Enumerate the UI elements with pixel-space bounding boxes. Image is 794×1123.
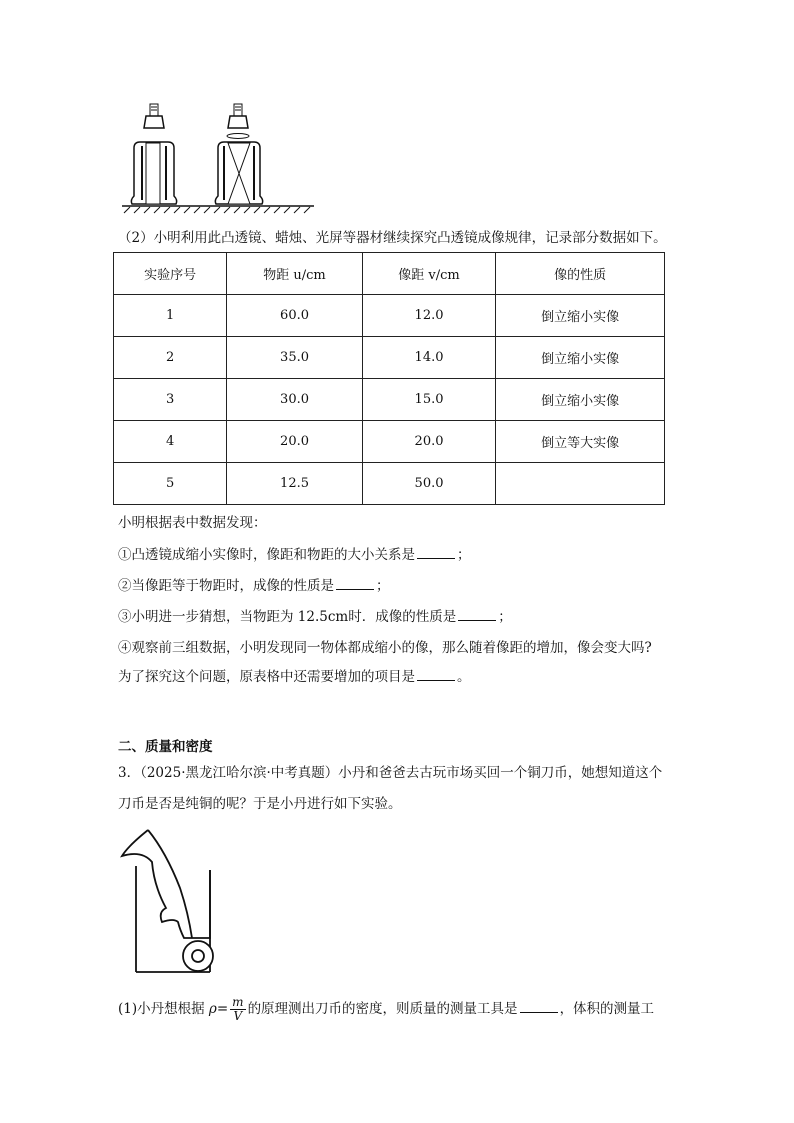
table-header-row: [114, 253, 665, 295]
section-title: 二、质量和密度: [118, 739, 213, 755]
cell: 倒立缩小实像: [496, 295, 665, 337]
item-1: ①凸透镜成缩小实像时，像距和物距的大小关系是 ；: [118, 547, 471, 563]
item-4-line2: 为了探究这个问题，原表格中还需要增加的项目是 。: [118, 669, 471, 685]
cell: 60.0: [227, 295, 363, 337]
cell: 14.0: [362, 337, 495, 379]
cell: 倒立缩小实像: [496, 337, 665, 379]
table-row: [114, 295, 665, 337]
density-fraction: $\frac{m}{V}$: [232, 995, 244, 1023]
cell: 1: [114, 295, 227, 337]
table-row: [114, 463, 665, 505]
answer-blank: [520, 1000, 558, 1013]
cell: [496, 463, 665, 505]
cell: 2: [114, 337, 227, 379]
lens-experiment-figure: [118, 96, 318, 214]
cell: 15.0: [362, 379, 495, 421]
left-lamp-icon: [144, 104, 164, 128]
right-lamp-icon: [227, 104, 249, 139]
cell: 20.0: [362, 421, 495, 463]
cell: 倒立缩小实像: [496, 379, 665, 421]
findings-intro: 小明根据表中数据发现：: [118, 515, 267, 531]
table-row: [114, 379, 665, 421]
cell: 35.0: [227, 337, 363, 379]
cell: 3: [114, 379, 227, 421]
answer-blank: [417, 668, 455, 681]
header-index: 实验序号: [114, 253, 227, 295]
cell: 50.0: [362, 463, 495, 505]
answer-blank: [336, 577, 374, 590]
cell: 12.0: [362, 295, 495, 337]
cell: 4: [114, 421, 227, 463]
header-object-distance: 物距 u/cm: [227, 253, 363, 295]
answer-blank: [458, 608, 496, 621]
header-image-nature: 像的性质: [496, 253, 665, 295]
item-4-line1: ④观察前三组数据，小明发现同一物体都成缩小的像，那么随着像距的增加，像会变大吗?: [118, 640, 652, 656]
data-table: [113, 252, 665, 505]
cell: 5: [114, 463, 227, 505]
cell: 倒立等大实像: [496, 421, 665, 463]
q3-line1: 3．（2025·黑龙江哈尔滨·中考真题）小丹和爸爸去古玩市场买回一个铜刀币，她想知道这个: [118, 765, 663, 781]
q3-line2: 刀币是否是纯铜的呢？于是小丹进行如下实验。: [118, 796, 402, 812]
table-row: [114, 337, 665, 379]
cell: 20.0: [227, 421, 363, 463]
knife-coin-figure: [118, 826, 228, 976]
item-2: ②当像距等于物距时，成像的性质是 ；: [118, 578, 390, 594]
q2-intro: （2）小明利用此凸透镜、蜡烛、光屏等器材继续探究凸透镜成像规律，记录部分数据如下。: [118, 230, 667, 246]
answer-blank: [417, 546, 455, 559]
q3-part1: (1)小丹想根据 ρ= $\frac{m}{V}$ 的原理测出刀币的密度，则质量的测量工具是 ，体积的测量工: [118, 995, 655, 1023]
header-image-distance: 像距 v/cm: [362, 253, 495, 295]
cell: 30.0: [227, 379, 363, 421]
cell: 12.5: [227, 463, 363, 505]
table-row: [114, 421, 665, 463]
item-3: ③小明进一步猜想，当物距为 12.5cm时．成像的性质是 ；: [118, 609, 512, 625]
